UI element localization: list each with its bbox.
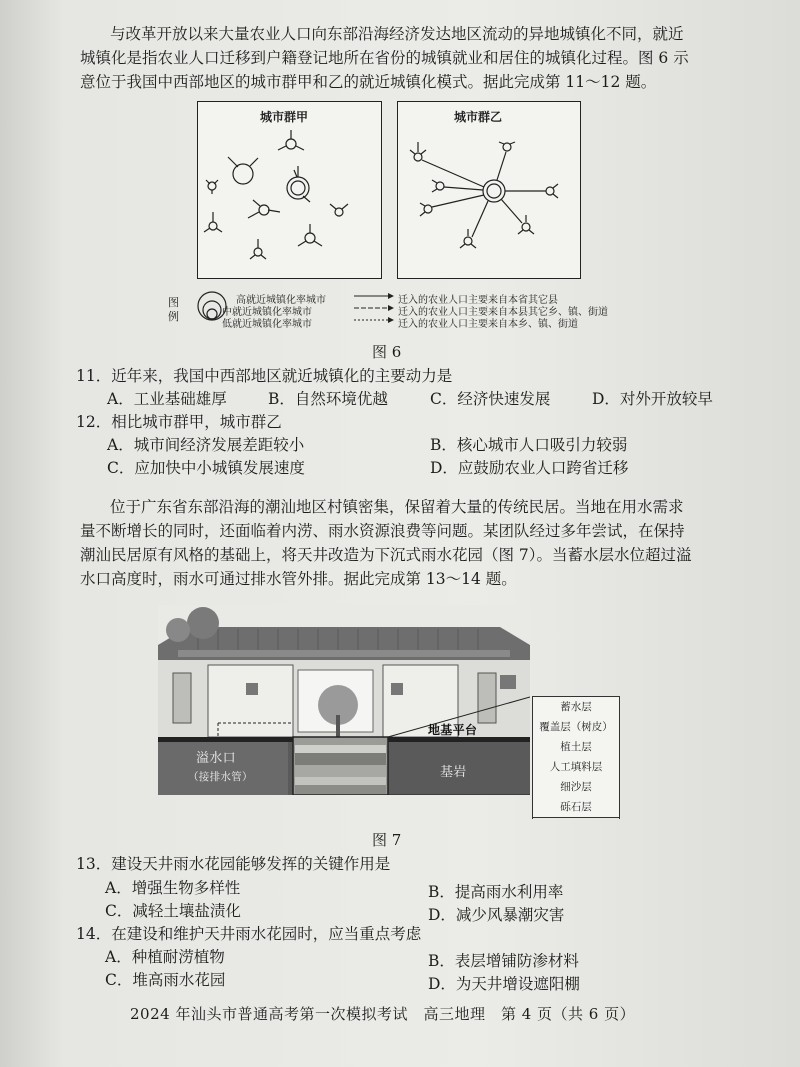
intro1-line: 意位于我国中西部地区的城市群甲和乙的就近城镇化模式。据此完成第 11～12 题。 — [80, 73, 657, 91]
q11-option-a: A．工业基础雄厚 — [107, 390, 227, 408]
layer-fine-sand: 细沙层 — [533, 777, 619, 798]
layer-artificial-fill: 人工填料层 — [533, 757, 619, 778]
city-cluster-a-diagram — [198, 102, 381, 278]
q14-option-c: C．堆高雨水花园 — [105, 971, 226, 989]
figure-6-caption: 图 6 — [372, 343, 402, 361]
q12-option-a: A．城市间经济发展差距较小 — [107, 436, 305, 454]
layer-gravel: 砾石层 — [533, 797, 619, 818]
q14-option-a: A．种植耐涝植物 — [105, 948, 225, 966]
legend-label: 图 例 — [168, 296, 179, 323]
q12-option-b: B．核心城市人口吸引力较弱 — [430, 436, 628, 454]
city-cluster-b-title: 城市群乙 — [454, 110, 503, 124]
legend-arrows-icon — [352, 290, 397, 326]
legend-item-mid: 中就近城镇化率城市 — [222, 307, 312, 318]
drain-pipe-label: （接排水管） — [188, 771, 253, 783]
q11-option-d: D．对外开放较早 — [592, 390, 713, 408]
bedrock-label: 基岩 — [440, 765, 467, 780]
legend-arrow-province: 迁入的农业人口主要来自本省其它县 — [398, 295, 558, 306]
layer-planting-soil: 植土层 — [533, 737, 619, 758]
legend-item-low: 低就近城镇化率城市 — [222, 319, 312, 330]
question-11-stem: 11．近年来，我国中西部地区就近城镇化的主要动力是 — [76, 367, 453, 385]
page-footer: 2024 年汕头市普通高考第一次模拟考试 高三地理 第 4 页（共 6 页） — [130, 1005, 636, 1023]
layer-storage: 蓄水层 — [533, 697, 619, 718]
question-12-stem: 12．相比城市群甲，城市群乙 — [76, 413, 282, 431]
layer-cover-bark: 覆盖层（树皮） — [533, 717, 619, 738]
legend-arrow-township: 迁入的农业人口主要来自本乡、镇、街道 — [398, 319, 578, 330]
question-14-stem: 14．在建设和维护天井雨水花园时，应当重点考虑 — [76, 925, 422, 943]
intro1-line: 与改革开放以来大量农业人口向东部沿海经济发达地区流动的异地城镇化不同，就近 — [110, 25, 684, 43]
q13-option-b: B．提高雨水利用率 — [428, 883, 564, 901]
city-cluster-a-title: 城市群甲 — [260, 110, 309, 124]
city-cluster-b-box — [397, 101, 581, 279]
foundation-platform-label: 地基平台 — [428, 723, 478, 737]
rain-garden-layer-table — [532, 696, 620, 819]
intro-paragraph-1 — [80, 22, 720, 94]
intro2-line: 位于广东省东部沿海的潮汕地区村镇密集，保留着大量的传统民居。当地在用水需求 — [110, 498, 684, 516]
intro2-line: 潮汕民居原有风格的基础上，将天井改造为下沉式雨水花园（图 7）。当蓄水层水位超过溢 — [80, 546, 692, 564]
q13-option-a: A．增强生物多样性 — [105, 879, 241, 897]
q14-option-b: B．表层增铺防渗材料 — [428, 952, 579, 970]
city-cluster-a-box — [197, 101, 382, 279]
q11-option-c: C．经济快速发展 — [430, 390, 551, 408]
intro-paragraph-2 — [80, 495, 720, 591]
q13-option-d: D．减少风暴潮灾害 — [428, 906, 565, 924]
q13-option-c: C．减轻土壤盐渍化 — [105, 902, 241, 920]
city-cluster-b-diagram — [398, 102, 580, 278]
figure-7-caption: 图 7 — [372, 831, 402, 849]
q12-option-d: D．应鼓励农业人口跨省迁移 — [430, 459, 629, 477]
q14-option-d: D．为天井增设遮阳棚 — [428, 975, 580, 993]
intro2-line: 水口高度时，雨水可通过排水管外排。据此完成第 13～14 题。 — [80, 570, 517, 588]
q12-option-c: C．应加快中小城镇发展速度 — [107, 459, 305, 477]
legend-item-high: 高就近城镇化率城市 — [236, 295, 326, 306]
intro2-line: 量不断增长的同时，还面临着内涝、雨水资源浪费等问题。某团队经过多年尝试，在保持 — [80, 522, 685, 540]
question-13-stem: 13．建设天井雨水花园能够发挥的关键作用是 — [76, 855, 391, 873]
overflow-outlet-label: 溢水口 — [196, 751, 236, 766]
intro1-line: 城镇化是指农业人口迁移到户籍登记地所在省份的城镇就业和居住的城镇化过程。图 6 示 — [80, 49, 689, 67]
courtyard-diagram — [158, 605, 530, 795]
q11-option-b: B．自然环境优越 — [268, 390, 388, 408]
legend-arrow-county: 迁入的农业人口主要来自本县其它乡、镇、街道 — [398, 307, 608, 318]
